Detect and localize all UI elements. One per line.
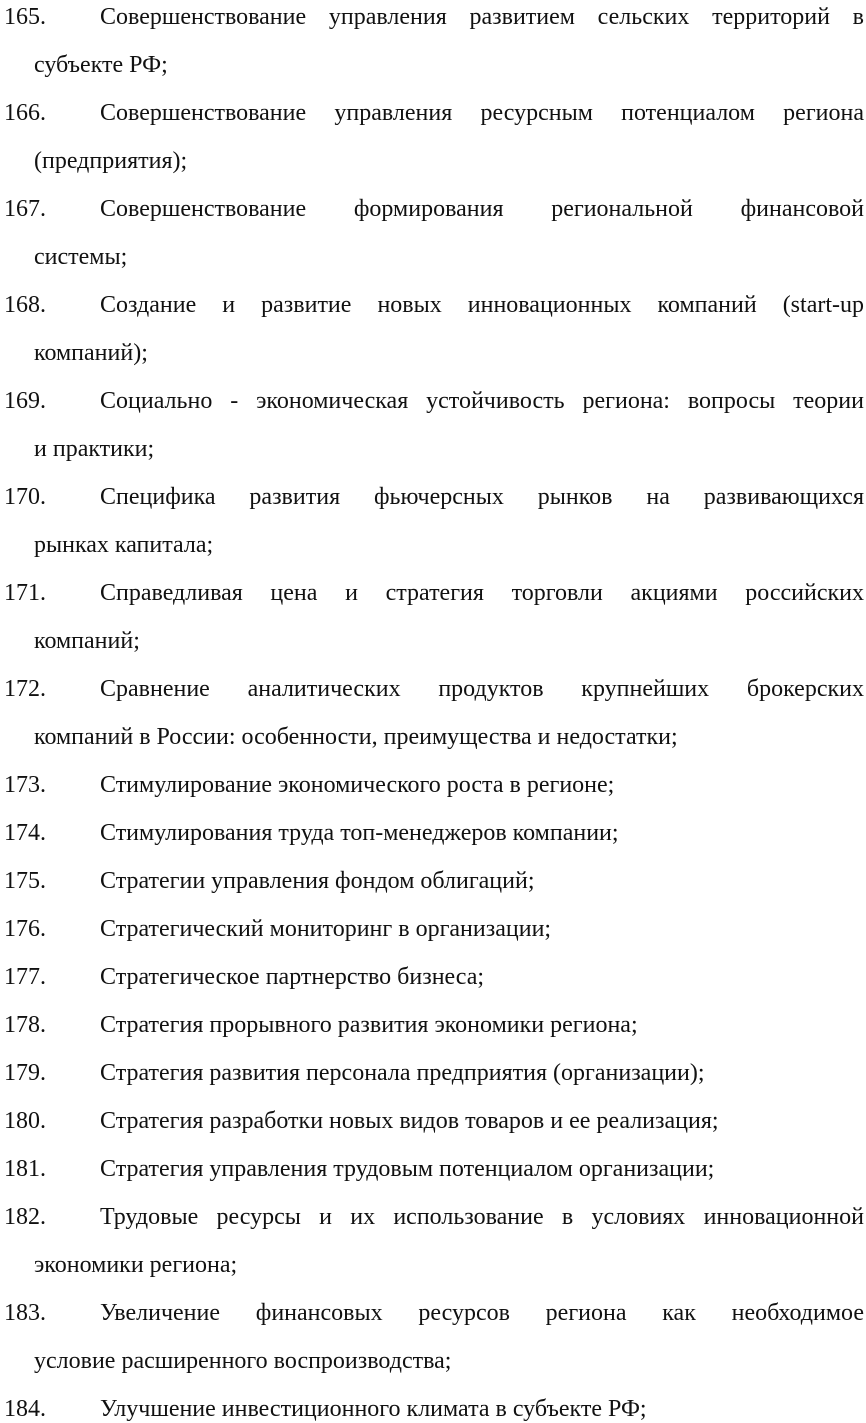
item-text-continuation: рынках капитала; <box>34 532 214 558</box>
item-number: 165. <box>4 4 46 30</box>
item-number: 183. <box>4 1300 46 1326</box>
item-text: Стратегия развития персонала предприятия (организации); <box>100 1060 705 1086</box>
item-number: 176. <box>4 916 46 942</box>
item-number: 166. <box>4 100 46 126</box>
item-text-continuation: компаний; <box>34 628 140 654</box>
item-text: Улучшение инвестиционного климата в субъекте РФ; <box>100 1396 647 1422</box>
item-text: Стратегия управления трудовым потенциалом организации; <box>100 1156 715 1182</box>
item-text-continuation: компаний в России: особенности, преимущества и недостатки; <box>34 724 678 750</box>
item-number: 171. <box>4 580 46 606</box>
item-text: Стратегия прорывного развития экономики региона; <box>100 1012 638 1038</box>
item-number: 179. <box>4 1060 46 1086</box>
item-number: 174. <box>4 820 46 846</box>
item-text: Трудовые ресурсы и их использование в условиях инновационной <box>100 1204 864 1230</box>
item-text: Совершенствование формирования региональной финансовой <box>100 196 864 222</box>
item-text: Совершенствование управления развитием сельских территорий в <box>100 4 864 30</box>
item-number: 168. <box>4 292 46 318</box>
item-text-continuation: субъекте РФ; <box>34 52 168 78</box>
item-number: 167. <box>4 196 46 222</box>
item-number: 181. <box>4 1156 46 1182</box>
item-text: Специфика развития фьючерсных рынков на развивающихся <box>100 484 864 510</box>
item-text-continuation: условие расширенного воспроизводства; <box>34 1348 452 1374</box>
item-text: Стратегический мониторинг в организации; <box>100 916 552 942</box>
item-text-continuation: компаний); <box>34 340 148 366</box>
item-number: 178. <box>4 1012 46 1038</box>
item-text: Стратегия разработки новых видов товаров и ее реализация; <box>100 1108 719 1134</box>
item-text: Стимулирование экономического роста в регионе; <box>100 772 615 798</box>
item-text: Социально - экономическая устойчивость региона: вопросы теории <box>100 388 864 414</box>
item-number: 177. <box>4 964 46 990</box>
item-text: Стимулирования труда топ-менеджеров компании; <box>100 820 619 846</box>
item-text: Совершенствование управления ресурсным потенциалом региона <box>100 100 864 126</box>
item-text: Создание и развитие новых инновационных компаний (start-up <box>100 292 864 318</box>
item-text: Справедливая цена и стратегия торговли акциями российских <box>100 580 864 606</box>
item-number: 170. <box>4 484 46 510</box>
item-number: 169. <box>4 388 46 414</box>
item-text-continuation: (предприятия); <box>34 148 188 174</box>
item-text: Сравнение аналитических продуктов крупнейших брокерских <box>100 676 864 702</box>
item-text: Увеличение финансовых ресурсов региона как необходимое <box>100 1300 864 1326</box>
item-number: 172. <box>4 676 46 702</box>
item-text: Стратегии управления фондом облигаций; <box>100 868 535 894</box>
item-text-continuation: и практики; <box>34 436 155 462</box>
item-number: 173. <box>4 772 46 798</box>
item-text: Стратегическое партнерство бизнеса; <box>100 964 485 990</box>
item-number: 182. <box>4 1204 46 1230</box>
item-number: 175. <box>4 868 46 894</box>
item-text-continuation: системы; <box>34 244 128 270</box>
item-number: 180. <box>4 1108 46 1134</box>
item-text-continuation: экономики региона; <box>34 1252 238 1278</box>
item-number: 184. <box>4 1396 46 1422</box>
